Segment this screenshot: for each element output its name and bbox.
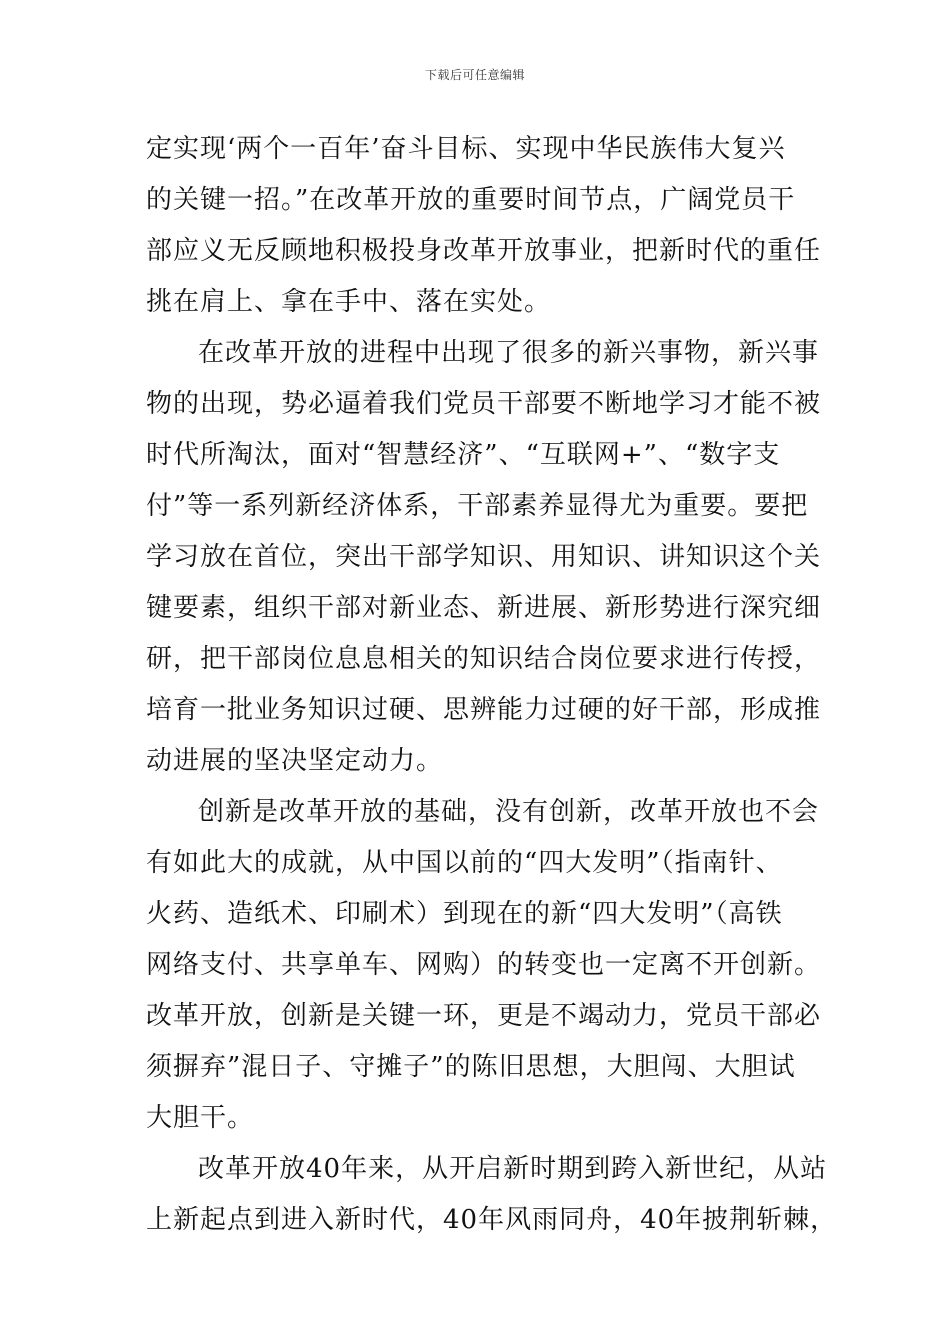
text-line: 键要素，组织干部对新业态、新进展、新形势进行深究细 [146, 593, 822, 623]
text-line: 的关键一招。”在改革开放的重要时间节点，广阔党员干 [146, 185, 796, 215]
paragraph-3 [146, 787, 822, 1144]
body-text [146, 124, 838, 1246]
text-line: 须摒弃”混日子、守摊子”的陈旧思想，大胆闯、大胆试 [146, 1052, 796, 1082]
text-line: 动进展的坚决坚定动力。 [146, 746, 444, 776]
text-line: 火药、造纸术、印刷术）到现在的新“四大发明”（高铁 [146, 899, 783, 929]
text-line: 付”等一系列新经济体系，干部素养显得尤为重要。要把 [146, 491, 809, 521]
text-line: 上新起点到进入新时代，40年风雨同舟，40年披荆斩棘， [146, 1205, 838, 1235]
header-note: 下载后可任意编辑 [424, 68, 525, 82]
text-line: 部应义无反顾地积极投身改革开放事业，把新时代的重任 [146, 236, 822, 266]
paragraph-1 [146, 124, 822, 328]
text-line: 培育一批业务知识过硬、思辨能力过硬的好干部，形成推 [146, 695, 822, 725]
text-line: 挑在肩上、拿在手中、落在实处。 [146, 287, 552, 317]
text-line: 研，把干部岗位息息相关的知识结合岗位要求进行传授， [146, 644, 822, 674]
text-line: 定实现‘两个一百年’奋斗目标、实现中华民族伟大复兴 [146, 134, 786, 164]
text-line: 时代所淘汰，面对“智慧经济”、“互联网+”、“数字支 [146, 440, 781, 470]
text-line: 有如此大的成就，从中国以前的“四大发明”（指南针、 [146, 848, 783, 878]
paragraph-4 [146, 1144, 838, 1246]
text-line: 改革开放，创新是关键一环，更是不竭动力，党员干部必 [146, 1001, 822, 1031]
text-line: 学习放在首位，突出干部学知识、用知识、讲知识这个关 [146, 542, 822, 572]
text-line: 在改革开放的进程中出现了很多的新兴事物，新兴事 [198, 338, 820, 368]
text-line: 网络支付、共享单车、网购）的转变也一定离不开创新。 [146, 950, 822, 980]
text-line: 创新是改革开放的基础，没有创新，改革开放也不会 [198, 797, 820, 827]
text-line: 大胆干。 [146, 1103, 255, 1133]
text-line: 物的出现，势必逼着我们党员干部要不断地学习才能不被 [146, 389, 822, 419]
text-line: 改革开放40年来，从开启新时期到跨入新世纪，从站 [198, 1154, 828, 1184]
paragraph-2 [146, 328, 822, 787]
